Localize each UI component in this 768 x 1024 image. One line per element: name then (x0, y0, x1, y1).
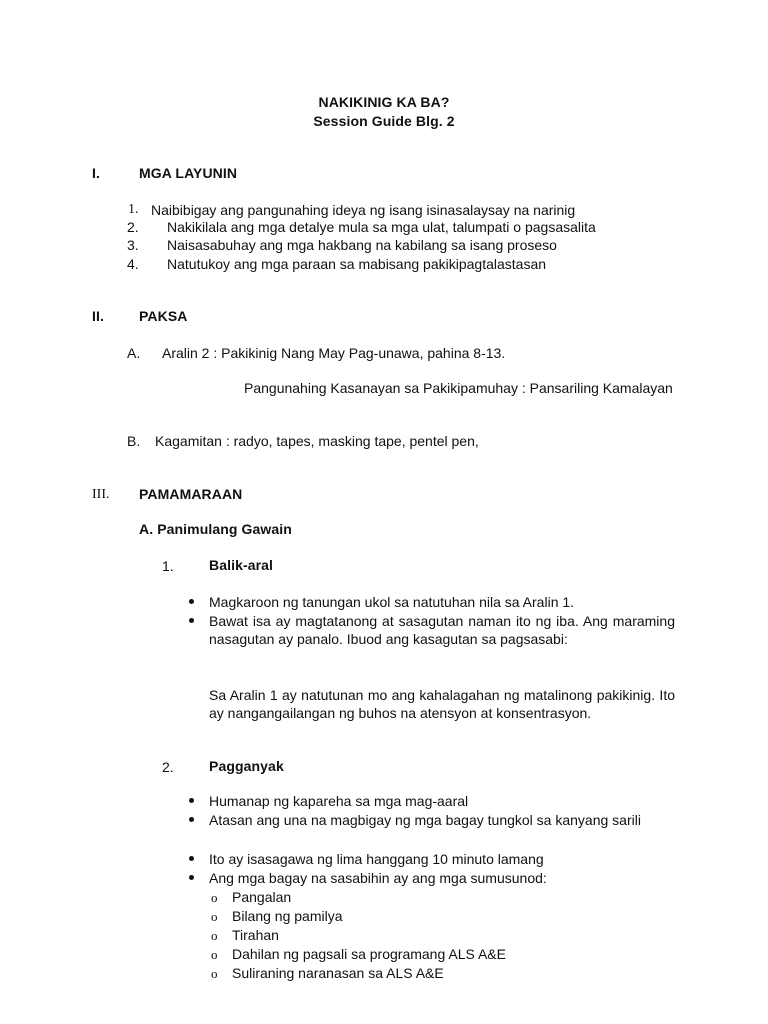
objective-3-text: Naisasabuhay ang mga hakbang na kabilang sa isang proseso (167, 237, 557, 253)
open-circle-bullet-icon: o (211, 890, 218, 905)
bullet-icon (189, 856, 194, 861)
document-subtitle: Session Guide Blg. 2 (313, 113, 455, 129)
objective-4-number: 4. (127, 256, 139, 272)
step-2-subitem-5: Suliraning naranasan sa ALS A&E (232, 965, 444, 981)
paksa-kasanayan: Pangunahing Kasanayan sa Pakikipamuhay : Pansariling Kamalayan (244, 380, 673, 396)
objective-2-number: 2. (127, 219, 139, 235)
step-2-bullet-2: Atasan ang una na magbigay ng mga bagay tungkol sa kanyang sarili (209, 812, 641, 828)
objective-2-text: Nakikilala ang mga detalye mula sa mga ulat, talumpati o pagsasalita (167, 219, 596, 235)
step-2-subitem-2: Bilang ng pamilya (232, 908, 343, 924)
open-circle-bullet-icon: o (211, 966, 218, 981)
section-2-heading: PAKSA (139, 308, 188, 324)
step-2-bullet-3: Ito ay isasagawa ng lima hanggang 10 minuto lamang (209, 851, 544, 867)
section-3-heading: PAMAMARAAN (139, 486, 243, 502)
bullet-icon (189, 599, 194, 604)
bullet-icon (189, 798, 194, 803)
step-1-summary: Sa Aralin 1 ay natutunan mo ang kahalagahan ng matalinong pakikinig. Ito ay nangangailangan ng buhos na atensyon at konsentrasyon. (209, 687, 675, 721)
paksa-a-text: Aralin 2 : Pakikinig Nang May Pag-unawa, pahina 8-13. (162, 345, 506, 361)
step-2-number: 2. (162, 759, 174, 775)
section-3-number: III. (92, 487, 110, 502)
bullet-icon (189, 817, 194, 822)
step-1-bullet-1: Magkaroon ng tanungan ukol sa natutuhan nila sa Aralin 1. (209, 594, 575, 610)
step-2-subitem-3: Tirahan (232, 927, 279, 943)
paksa-b-letter: B. (127, 433, 141, 449)
open-circle-bullet-icon: o (211, 909, 218, 924)
step-2-subitem-4: Dahilan ng pagsali sa programang ALS A&E (232, 946, 506, 962)
step-2-bullet-1: Humanap ng kapareha sa mga mag-aaral (209, 793, 469, 809)
step-2-subitem-1: Pangalan (232, 889, 292, 905)
open-circle-bullet-icon: o (211, 947, 218, 962)
step-2-title: Pagganyak (209, 758, 284, 774)
step-1-number: 1. (162, 558, 174, 574)
document-title: NAKIKINIG KA BA? (318, 94, 450, 110)
objective-1-number: 1. (128, 202, 139, 217)
open-circle-bullet-icon: o (211, 928, 218, 943)
subsection-a-heading: A. Panimulang Gawain (139, 521, 292, 537)
section-2-number: II. (92, 308, 104, 324)
section-1-heading: MGA LAYUNIN (139, 165, 238, 181)
step-2-bullet-4: Ang mga bagay na sasabihin ay ang mga sumusunod: (209, 870, 547, 886)
paksa-b-text: Kagamitan : radyo, tapes, masking tape, pentel pen, (155, 433, 479, 449)
objective-1-text: Naibibigay ang pangunahing ideya ng isang isinasalaysay na narinig (151, 202, 576, 218)
step-1-bullet-2: Bawat isa ay magtatanong at sasagutan naman ito ng iba. Ang maraming nasagutan ay panalo. Ibuod ang kasagutan sa pagsasabi: (209, 613, 675, 647)
objective-4-text: Natutukoy ang mga paraan sa mabisang pakikipagtalastasan (167, 256, 547, 272)
section-1-number: I. (92, 165, 100, 181)
objective-3-number: 3. (127, 237, 139, 253)
step-1-title: Balik-aral (209, 557, 274, 573)
paksa-a-letter: A. (127, 345, 141, 361)
bullet-icon (189, 875, 194, 880)
bullet-icon (189, 618, 194, 623)
